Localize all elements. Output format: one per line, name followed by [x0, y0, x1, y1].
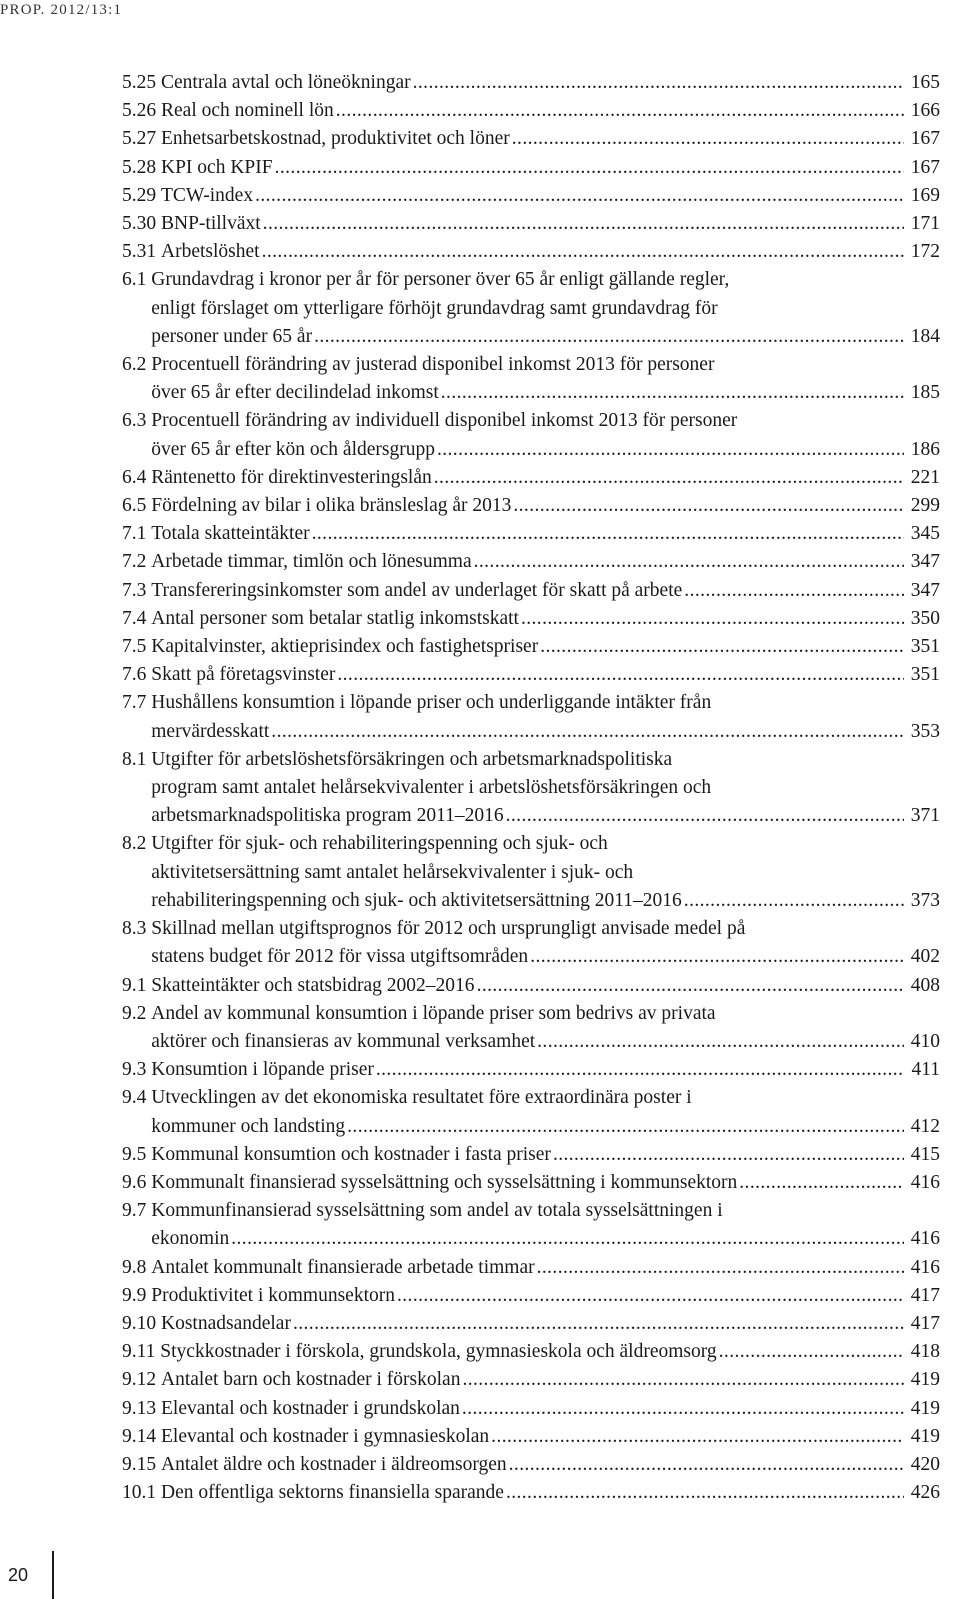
toc-entry-number: 7.5: [122, 636, 152, 658]
toc-entry-title-line: mervärdesskatt: [151, 720, 270, 742]
dot-leader: [512, 125, 904, 153]
toc-entry-title-line: Fördelning av bilar i olika bränsleslag år 2013: [151, 495, 512, 517]
toc-entry-page: 351: [910, 664, 940, 686]
toc-entry-title-line: Centrala avtal och löneökningar: [161, 72, 411, 93]
dot-leader: [347, 1113, 904, 1141]
toc-entry-page: 416: [910, 1171, 940, 1193]
toc-entry-page: 184: [910, 325, 940, 347]
toc-entry-number: 9.7: [122, 1200, 152, 1222]
dot-leader: [441, 379, 904, 407]
toc-entry[interactable]: [122, 661, 940, 689]
toc-entry-title-line: arbetsmarknadspolitiska program 2011–2016: [151, 805, 504, 827]
toc-entry[interactable]: [122, 1254, 940, 1282]
toc-entry-number: 9.11: [122, 1341, 161, 1363]
toc-entry-page: 417: [910, 1284, 940, 1306]
toc-entry[interactable]: [122, 1423, 940, 1451]
toc-entry-page: 371: [910, 805, 940, 827]
dot-leader: [462, 1366, 904, 1394]
dot-leader: [537, 1028, 904, 1056]
toc-entry-number: 5.30: [122, 213, 161, 235]
dot-leader: [262, 238, 904, 266]
toc-entry[interactable]: [122, 238, 940, 266]
toc-entry-number: 5.28: [122, 156, 161, 178]
dot-leader: [506, 1479, 904, 1507]
toc-entry[interactable]: [122, 972, 940, 1000]
dot-leader: [540, 633, 904, 661]
toc-entry-title-line: Skillnad mellan utgiftsprognos för 2012 och ursprungligt anvisade medel på: [151, 918, 746, 940]
toc-entry[interactable]: [122, 492, 940, 520]
dot-leader: [739, 1169, 904, 1197]
dot-leader: [376, 1056, 904, 1084]
toc-entry-number: 9.6: [122, 1171, 152, 1193]
toc-entry-title-line: Arbetade timmar, timlön och lönesumma: [151, 551, 472, 573]
toc-entry-page: 426: [910, 1482, 940, 1504]
toc-entry-title-line: Kommunfinansierad sysselsättning som andel av totala sysselsättningen i: [151, 1200, 723, 1222]
toc-entry-title-line: över 65 år efter kön och åldersgrupp: [151, 438, 435, 460]
toc-entry-number: 7.2: [122, 551, 152, 573]
dot-leader: [513, 492, 904, 520]
dot-leader: [255, 182, 904, 210]
toc-entry-title-line: Utgifter för sjuk- och rehabiliteringspenning och sjuk- och: [151, 833, 608, 855]
toc-entry[interactable]: [122, 1056, 940, 1084]
toc-entry-page: 345: [910, 523, 940, 545]
dot-leader: [553, 1141, 904, 1169]
toc-entry-title-line: Antal personer som betalar statlig inkomstskatt: [151, 607, 519, 629]
dot-leader: [314, 323, 904, 351]
toc-entry-page: 351: [910, 636, 940, 658]
toc-entry-title-line: personer under 65 år: [151, 325, 313, 347]
toc-entry-title-line: enligt förslaget om ytterligare förhöjt grundavdrag samt grundavdrag för: [151, 297, 718, 319]
toc-entry-title-line: Räntenetto för direktinvesteringslån: [151, 466, 432, 488]
toc-entry[interactable]: [122, 464, 940, 492]
toc-entry-title-line: över 65 år efter decilindelad inkomst: [151, 382, 439, 404]
toc-entry-title-line: Andel av kommunal konsumtion i löpande priser som bedrivs av privata: [151, 1002, 716, 1024]
toc-entry[interactable]: [122, 266, 940, 351]
toc-entry-number: 6.2: [122, 354, 152, 376]
toc-entry-number: 5.29: [122, 184, 161, 206]
toc-entry[interactable]: [122, 548, 940, 576]
dot-leader: [684, 887, 904, 915]
toc-entry[interactable]: [122, 69, 940, 97]
dot-leader: [337, 661, 904, 689]
toc-entry-number: 9.12: [122, 1369, 161, 1391]
toc-entry-page: 416: [910, 1256, 940, 1278]
toc-entry-title-line: TCW-index: [161, 184, 254, 206]
toc-entry-page: 417: [910, 1312, 940, 1334]
toc-entry-title-line: Skatt på företagsvinster: [151, 664, 336, 686]
toc-entry-page: 167: [910, 128, 940, 150]
toc-entry-number: 6.4: [122, 466, 152, 488]
toc-entry[interactable]: [122, 1084, 940, 1140]
toc-entry-number: 9.3: [122, 1059, 152, 1081]
toc-entry-number: 7.3: [122, 579, 152, 601]
dot-leader: [231, 1225, 904, 1253]
toc-entry-title-line: Kommunal konsumtion och kostnader i fasta priser: [151, 1143, 551, 1165]
toc-entry-number: 6.1: [122, 269, 152, 291]
toc-entry-title-line: BNP-tillväxt: [161, 213, 261, 235]
toc-entry-page: 172: [910, 241, 940, 263]
dot-leader: [684, 577, 904, 605]
toc-entry[interactable]: [122, 407, 940, 463]
toc-entry-title-line: rehabiliteringspenning och sjuk- och aktivitetsersättning 2011–2016: [151, 889, 682, 911]
toc-entry[interactable]: [122, 520, 940, 548]
toc-entry-title-line: Grundavdrag i kronor per år för personer över 65 år enligt gällande regler,: [151, 269, 730, 291]
toc-entry-title-line: Kommunalt finansierad sysselsättning och sysselsättning i kommunsektorn: [151, 1171, 738, 1193]
dot-leader: [271, 718, 904, 746]
dot-leader: [437, 436, 904, 464]
toc-entry-title-line: Elevantal och kostnader i grundskolan: [161, 1397, 460, 1419]
toc-entry-page: 185: [910, 382, 940, 404]
toc-entry-number: 5.26: [122, 100, 161, 122]
toc-entry-page: 415: [910, 1143, 940, 1165]
toc-entry[interactable]: [122, 351, 940, 407]
toc-entry-title-line: Procentuell förändring av individuell disponibel inkomst 2013 för personer: [151, 410, 738, 432]
dot-leader: [263, 210, 904, 238]
toc-entry-title-line: aktörer och finansieras av kommunal verksamhet: [151, 1030, 536, 1052]
toc-entry-page: 420: [910, 1453, 940, 1475]
toc-entry[interactable]: [122, 1282, 940, 1310]
toc-entry-number: 7.7: [122, 692, 152, 714]
dot-leader: [336, 97, 904, 125]
toc-entry-number: 9.8: [122, 1256, 152, 1278]
dot-leader: [397, 1282, 904, 1310]
toc-entry-title-line: KPI och KPIF: [161, 156, 273, 178]
toc-entry-page: 171: [910, 213, 940, 235]
toc-entry[interactable]: [122, 1479, 940, 1507]
toc-entry[interactable]: [122, 915, 940, 971]
toc-entry-number: 9.15: [122, 1453, 161, 1475]
toc-entry-title-line: Hushållens konsumtion i löpande priser och underliggande intäkter från: [151, 692, 712, 714]
toc-entry-page: 186: [910, 438, 940, 460]
toc-entry-title-line: Styckkostnader i förskola, grundskola, gymnasieskola och äldreomsorg: [160, 1341, 717, 1363]
running-head: PROP. 2012/13:1: [0, 2, 123, 18]
toc-entry[interactable]: [122, 1169, 940, 1197]
toc-entry[interactable]: [122, 830, 940, 915]
dot-leader: [293, 1310, 904, 1338]
toc-entry[interactable]: [122, 605, 940, 633]
toc-entry[interactable]: [122, 154, 940, 182]
dot-leader: [275, 154, 904, 182]
toc-entry-title-line: Kostnadsandelar: [161, 1312, 291, 1334]
toc-entry-title-line: Antalet kommunalt finansierade arbetade timmar: [151, 1256, 535, 1278]
toc-entry-title-line: Utgifter för arbetslöshetsförsäkringen och arbetsmarknadspolitiska: [151, 748, 673, 770]
toc-entry-page: 419: [910, 1369, 940, 1391]
toc-entry-title-line: Elevantal och kostnader i gymnasieskolan: [161, 1425, 490, 1447]
toc-entry[interactable]: [122, 1395, 940, 1423]
toc-entry[interactable]: [122, 1000, 940, 1056]
toc-entry[interactable]: [122, 210, 940, 238]
dot-leader: [413, 69, 904, 97]
dot-leader: [530, 943, 904, 971]
toc-entry-title-line: Real och nominell lön: [161, 100, 334, 122]
toc-entry-title-line: Den offentliga sektorns finansiella sparande: [161, 1482, 504, 1504]
toc-entry-number: 8.2: [122, 833, 152, 855]
toc-entry-page: 169: [910, 184, 940, 206]
dot-leader: [521, 605, 904, 633]
toc-entry-title-line: Arbetslöshet: [161, 241, 260, 263]
toc-entry-page: 347: [910, 551, 940, 573]
toc-entry-title-line: statens budget för 2012 för vissa utgiftsområden: [151, 946, 529, 968]
dot-leader: [537, 1254, 904, 1282]
toc-entry-title-line: ekonomin: [151, 1228, 230, 1250]
toc-entry[interactable]: [122, 689, 940, 745]
toc-entry-number: 7.1: [122, 523, 152, 545]
toc-entry-title-line: Antalet äldre och kostnader i äldreomsorgen: [161, 1453, 507, 1475]
dot-leader: [509, 1451, 904, 1479]
toc-entry-number: 5.27: [122, 128, 161, 150]
toc-entry-number: 5.31: [122, 241, 161, 263]
toc-entry[interactable]: [122, 1366, 940, 1394]
toc-entry[interactable]: [122, 1141, 940, 1169]
dot-leader: [312, 520, 904, 548]
toc-entry-page: 167: [910, 156, 940, 178]
toc-entry[interactable]: [122, 633, 940, 661]
dot-leader: [434, 464, 904, 492]
toc-entry-number: 7.6: [122, 664, 152, 686]
toc-entry-number: 9.9: [122, 1284, 152, 1306]
toc-entry-title-line: Kapitalvinster, aktieprisindex och fastighetspriser: [151, 636, 539, 658]
toc-entry-number: 5.25: [122, 72, 161, 93]
toc-entry-page: 165: [910, 72, 940, 93]
toc-entry-page: 418: [910, 1341, 940, 1363]
toc-entry[interactable]: [122, 746, 940, 831]
toc-entry-page: 419: [910, 1397, 940, 1419]
toc-entry-title-line: aktivitetsersättning samt antalet helårsekvivalenter i sjuk- och: [151, 861, 634, 883]
toc-entry-title-line: Enhetsarbetskostnad, produktivitet och löner: [161, 128, 510, 150]
toc-entry[interactable]: [122, 97, 940, 125]
toc-entry-number: 6.3: [122, 410, 152, 432]
toc-entry-number: 9.4: [122, 1087, 152, 1109]
toc-entry[interactable]: [122, 1310, 940, 1338]
toc-entry-number: 7.4: [122, 607, 152, 629]
toc-entry-title-line: Produktivitet i kommunsektorn: [151, 1284, 395, 1306]
toc-entry-title-line: Konsumtion i löpande priser: [151, 1059, 374, 1081]
toc-entry-page: 347: [910, 579, 940, 601]
toc-entry-title-line: kommuner och landsting: [151, 1115, 346, 1137]
toc-entry-title-line: Procentuell förändring av justerad disponibel inkomst 2013 för personer: [151, 354, 715, 376]
toc-entry[interactable]: [122, 577, 940, 605]
toc-entry[interactable]: [122, 125, 940, 153]
toc-entry-page: 373: [910, 889, 940, 911]
toc-entry-page: 411: [911, 1059, 940, 1081]
dot-leader: [719, 1338, 904, 1366]
dot-leader: [477, 972, 904, 1000]
toc-entry-page: 412: [910, 1115, 940, 1137]
toc-entry-title-line: Totala skatteintäkter: [151, 523, 310, 545]
toc-entry-number: 9.1: [122, 974, 152, 996]
toc-entry-title-line: Transfereringsinkomster som andel av underlaget för skatt på arbete: [151, 579, 683, 601]
toc-entry-number: 9.5: [122, 1143, 152, 1165]
toc-entry-number: 9.13: [122, 1397, 161, 1419]
toc-entry-page: 166: [910, 100, 940, 122]
toc-entry-page: 416: [910, 1228, 940, 1250]
toc-entry-number: 9.2: [122, 1002, 152, 1024]
page-number: 20: [0, 1551, 54, 1599]
toc-entry-number: 9.10: [122, 1312, 161, 1334]
toc-entry-number: 8.1: [122, 748, 152, 770]
toc-entry-page: 221: [910, 466, 940, 488]
dot-leader: [506, 802, 904, 830]
dot-leader: [474, 548, 904, 576]
toc-entry-page: 410: [910, 1030, 940, 1052]
toc-entry-title-line: Skatteintäkter och statsbidrag 2002–2016: [151, 974, 475, 996]
toc-entry-page: 402: [910, 946, 940, 968]
toc-entry-page: 419: [910, 1425, 940, 1447]
toc-entry[interactable]: [122, 182, 940, 210]
toc-entry-number: 9.14: [122, 1425, 161, 1447]
toc-entry-title-line: Utvecklingen av det ekonomiska resultatet före extraordinära poster i: [151, 1087, 692, 1109]
toc-entry[interactable]: [122, 1338, 940, 1366]
toc-entry-page: 408: [910, 974, 940, 996]
toc-entry-page: 350: [910, 607, 940, 629]
toc-entry-number: 6.5: [122, 495, 152, 517]
dot-leader: [462, 1395, 904, 1423]
table-of-contents: [122, 69, 940, 1507]
toc-entry-number: 10.1: [122, 1482, 161, 1504]
toc-entry-page: 353: [910, 720, 940, 742]
toc-entry-title-line: Antalet barn och kostnader i förskolan: [161, 1369, 461, 1391]
toc-entry-title-line: program samt antalet helårsekvivalenter i arbetslöshetsförsäkringen och: [151, 777, 712, 799]
toc-entry[interactable]: [122, 1197, 940, 1253]
toc-entry-page: 299: [910, 495, 940, 517]
dot-leader: [491, 1423, 904, 1451]
toc-entry-number: 8.3: [122, 918, 152, 940]
toc-entry[interactable]: [122, 1451, 940, 1479]
